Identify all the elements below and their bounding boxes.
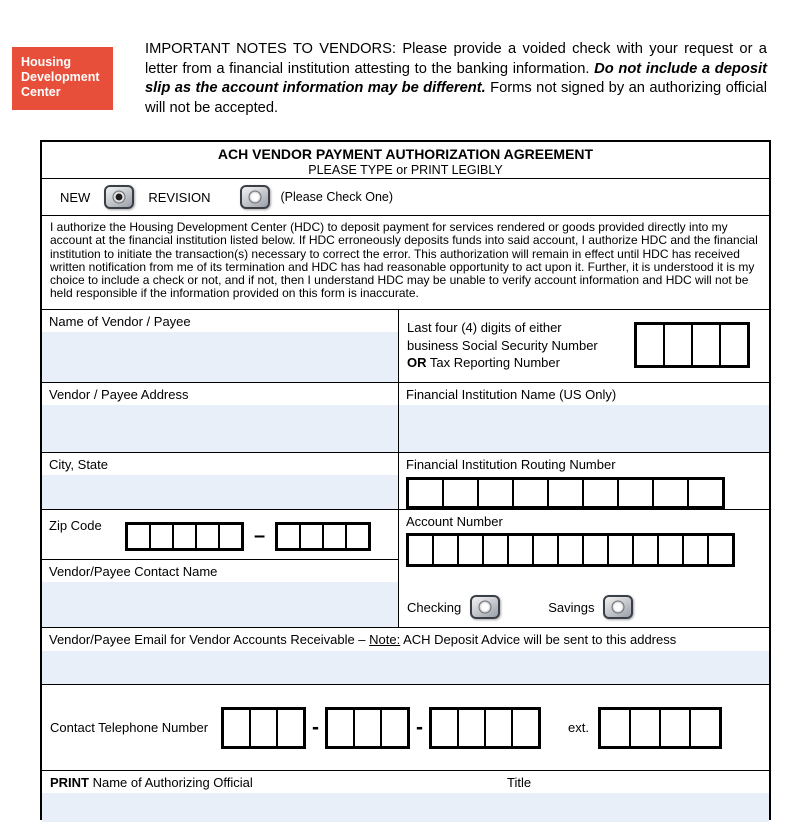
phone-prefix-boxes bbox=[326, 708, 409, 748]
character-box[interactable] bbox=[430, 708, 459, 748]
character-box[interactable] bbox=[599, 708, 631, 748]
zip-first-group bbox=[126, 523, 243, 550]
email-label-post: ACH Deposit Advice will be sent to this address bbox=[400, 632, 677, 647]
financial-institution-cell bbox=[399, 383, 769, 453]
character-box[interactable] bbox=[477, 478, 514, 508]
character-box[interactable] bbox=[457, 708, 486, 748]
new-label: NEW bbox=[60, 189, 91, 205]
character-box[interactable] bbox=[682, 534, 709, 566]
character-box[interactable] bbox=[353, 708, 382, 748]
left-column bbox=[42, 310, 399, 627]
character-box[interactable] bbox=[407, 534, 434, 566]
zip-code-label: Zip Code bbox=[49, 518, 102, 533]
character-box[interactable] bbox=[218, 523, 243, 550]
check-one-row bbox=[42, 179, 769, 216]
character-box[interactable] bbox=[172, 523, 197, 550]
last-four-boxes bbox=[635, 323, 749, 367]
form-fields-grid bbox=[42, 310, 769, 628]
revision-radio-button[interactable] bbox=[240, 185, 270, 209]
character-box[interactable] bbox=[195, 523, 220, 550]
tax-reporting-text: Tax Reporting Number bbox=[426, 355, 560, 370]
phone-label: Contact Telephone Number bbox=[50, 720, 209, 735]
email-row bbox=[42, 628, 769, 685]
email-input[interactable] bbox=[42, 651, 769, 684]
character-box[interactable] bbox=[299, 523, 324, 550]
character-box[interactable] bbox=[659, 708, 691, 748]
character-box[interactable] bbox=[632, 534, 659, 566]
logo-line-1: Housing bbox=[21, 55, 71, 69]
character-box[interactable] bbox=[507, 534, 534, 566]
ext-boxes bbox=[599, 708, 721, 748]
right-column bbox=[399, 310, 769, 627]
title-label: Title bbox=[507, 775, 532, 790]
radio-circle bbox=[612, 601, 625, 614]
character-box[interactable] bbox=[557, 534, 584, 566]
checking-label: Checking bbox=[407, 599, 462, 615]
character-box[interactable] bbox=[442, 478, 479, 508]
phone-dash-1: - bbox=[312, 715, 320, 739]
character-box[interactable] bbox=[222, 708, 251, 748]
vendor-address-label: Vendor / Payee Address bbox=[49, 387, 189, 402]
character-box[interactable] bbox=[276, 708, 305, 748]
zip-dash: – bbox=[254, 525, 266, 547]
character-box[interactable] bbox=[345, 523, 370, 550]
character-box[interactable] bbox=[532, 534, 559, 566]
vendor-notes-paragraph bbox=[145, 40, 767, 118]
last-four-line-1: Last four (4) digits of either bbox=[407, 320, 562, 335]
city-state-cell bbox=[42, 453, 398, 510]
authorizing-official-row bbox=[42, 771, 769, 822]
vendor-name-input[interactable] bbox=[42, 332, 398, 382]
form-subtitle: PLEASE TYPE or PRINT LEGIBLY bbox=[308, 163, 503, 177]
check-one-hint: (Please Check One) bbox=[280, 190, 394, 204]
print-name-rest: Name of Authorizing Official bbox=[89, 775, 253, 790]
character-box[interactable] bbox=[719, 323, 749, 367]
checking-radio-button[interactable] bbox=[470, 595, 500, 619]
character-box[interactable] bbox=[547, 478, 584, 508]
character-box[interactable] bbox=[511, 708, 540, 748]
notes-body-1: Please provide a voided check with your request or a letter from a financial institution attesting to the banking information. bbox=[145, 41, 767, 77]
ach-agreement-form bbox=[40, 140, 771, 820]
zip-code-boxes bbox=[126, 523, 370, 550]
character-box[interactable] bbox=[617, 478, 654, 508]
contact-name-input[interactable] bbox=[42, 582, 398, 627]
character-box[interactable] bbox=[582, 534, 609, 566]
character-box[interactable] bbox=[691, 323, 721, 367]
last-four-line-2: business Social Security Number bbox=[407, 337, 598, 353]
hdc-logo bbox=[12, 47, 113, 110]
character-box[interactable] bbox=[482, 534, 509, 566]
vendor-name-cell bbox=[42, 310, 398, 383]
financial-institution-input[interactable] bbox=[399, 405, 769, 452]
routing-number-cell bbox=[399, 453, 769, 510]
character-box[interactable] bbox=[707, 534, 734, 566]
character-box[interactable] bbox=[582, 478, 619, 508]
character-box[interactable] bbox=[663, 323, 693, 367]
character-box[interactable] bbox=[657, 534, 684, 566]
phone-area-boxes bbox=[222, 708, 305, 748]
radio-circle bbox=[249, 191, 262, 204]
radio-circle bbox=[113, 191, 126, 204]
notes-heading: IMPORTANT NOTES TO VENDORS: bbox=[145, 41, 396, 57]
character-box[interactable] bbox=[380, 708, 409, 748]
routing-number-label: Financial Institution Routing Number bbox=[406, 457, 616, 472]
account-number-label: Account Number bbox=[406, 514, 503, 529]
notes-body-2: Forms not signed by an authorizing official will not be accepted. bbox=[145, 80, 767, 116]
form-title: ACH VENDOR PAYMENT AUTHORIZATION AGREEMENT bbox=[217, 146, 594, 162]
city-state-label: City, State bbox=[49, 457, 109, 472]
character-box[interactable] bbox=[652, 478, 689, 508]
vendor-name-label: Name of Vendor / Payee bbox=[49, 314, 191, 329]
or-text: OR bbox=[407, 355, 427, 370]
last-four-label bbox=[407, 319, 598, 372]
revision-label: REVISION bbox=[148, 189, 211, 205]
routing-number-boxes bbox=[407, 478, 724, 508]
new-radio-button[interactable] bbox=[104, 185, 134, 209]
contact-name-label: Vendor/Payee Contact Name bbox=[49, 564, 218, 579]
account-number-boxes bbox=[407, 534, 734, 566]
last-four-digits-cell bbox=[399, 310, 769, 383]
zip-second-group bbox=[276, 523, 370, 550]
character-box[interactable] bbox=[512, 478, 549, 508]
character-box[interactable] bbox=[432, 534, 459, 566]
account-number-cell bbox=[399, 510, 769, 627]
savings-label: Savings bbox=[548, 599, 595, 615]
savings-radio-button[interactable] bbox=[603, 595, 633, 619]
logo-line-3: Center bbox=[21, 85, 61, 99]
radio-circle bbox=[479, 601, 492, 614]
print-word: PRINT bbox=[50, 775, 89, 790]
city-state-input[interactable] bbox=[42, 475, 398, 509]
character-box[interactable] bbox=[276, 523, 301, 550]
character-box[interactable] bbox=[687, 478, 724, 508]
ext-label: ext. bbox=[568, 720, 589, 735]
last-four-line-3 bbox=[407, 354, 598, 372]
logo-line-2: Development bbox=[21, 70, 100, 84]
notes-emphasis: Do not include a deposit slip as the account information may be different. bbox=[145, 60, 767, 97]
financial-institution-label: Financial Institution Name (US Only) bbox=[406, 387, 617, 402]
phone-dash-2: - bbox=[416, 715, 424, 739]
contact-name-cell bbox=[42, 560, 398, 627]
character-box[interactable] bbox=[126, 523, 151, 550]
character-box[interactable] bbox=[635, 323, 665, 367]
email-label bbox=[42, 628, 769, 647]
vendor-address-cell bbox=[42, 383, 398, 453]
authorization-text: I authorize the Housing Development Center (HDC) to deposit payment for services rendered or goods provided directly into my account at the financial institution listed below. If HDC erroneously deposits funds into said account, I authorize HDC and the financial institution to initiate the transaction(s) necessary to correct the error. This authorization will remain in effect until HDC has received written notification from me of its termination and HDC has had reasonable opportunity to act upon it. Further, it is understood it is my choice to include a check or not, and if not, then I understand HDC may be unable to verify account information and HDC will not be held responsible if the information provided on this form is inaccurate. bbox=[42, 216, 769, 310]
character-box[interactable] bbox=[249, 708, 278, 748]
character-box[interactable] bbox=[322, 523, 347, 550]
email-label-note: Note: bbox=[369, 632, 401, 647]
account-type-row bbox=[407, 595, 633, 619]
zip-code-cell bbox=[42, 510, 398, 560]
character-box[interactable] bbox=[326, 708, 355, 748]
form-header bbox=[42, 142, 769, 179]
vendor-address-input[interactable] bbox=[42, 405, 398, 452]
character-box[interactable] bbox=[484, 708, 513, 748]
character-box[interactable] bbox=[457, 534, 484, 566]
email-label-pre: Vendor/Payee Email for Vendor Accounts Receivable – bbox=[49, 632, 370, 647]
phone-line-boxes bbox=[430, 708, 540, 748]
character-box[interactable] bbox=[629, 708, 661, 748]
phone-row bbox=[42, 685, 769, 771]
print-name-label bbox=[50, 775, 253, 790]
character-box[interactable] bbox=[149, 523, 174, 550]
character-box[interactable] bbox=[689, 708, 721, 748]
authorizing-official-input[interactable] bbox=[42, 793, 769, 822]
character-box[interactable] bbox=[607, 534, 634, 566]
character-box[interactable] bbox=[407, 478, 444, 508]
